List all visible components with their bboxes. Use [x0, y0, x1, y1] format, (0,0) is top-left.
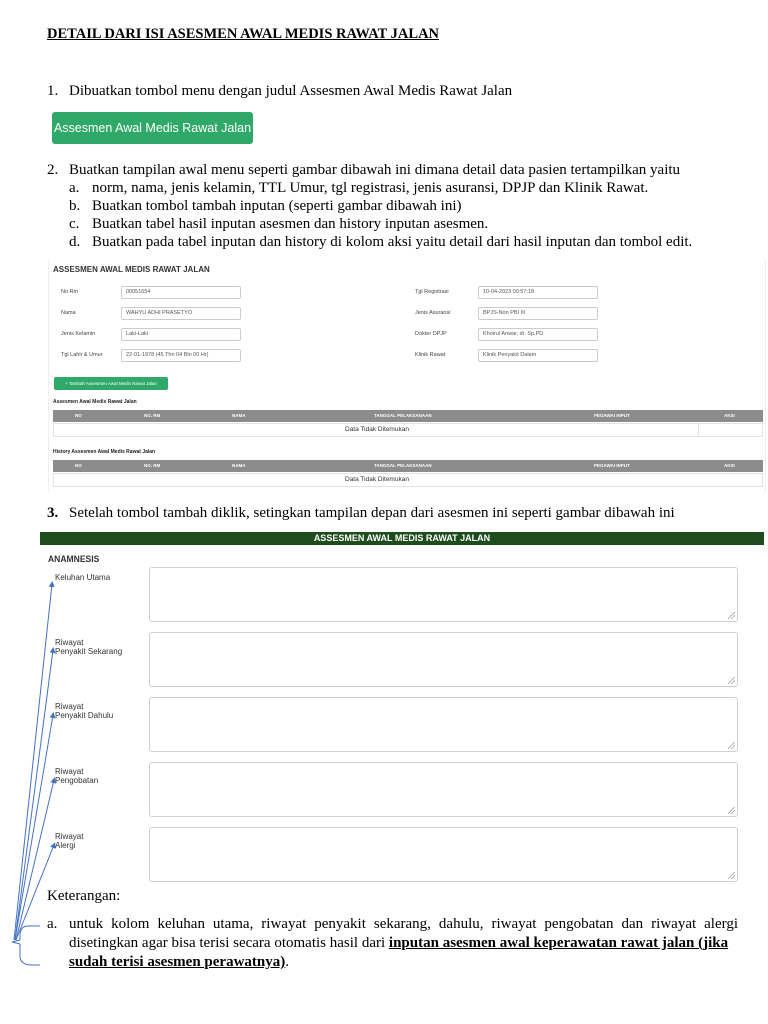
col-tanggal: TANGGAL PELAKSANAAN	[374, 463, 432, 468]
item-text: Buatkan tampilan awal menu seperti gambar dibawah ini dimana detail data pasien tertampilkan yaitu	[69, 162, 681, 178]
keterangan-heading: Keterangan:	[47, 888, 121, 904]
resize-grip-icon[interactable]	[728, 677, 735, 684]
col-nama: NAMA	[232, 463, 246, 468]
col-pegawai: PEGAWAI INPUT	[594, 413, 630, 418]
resize-grip-icon[interactable]	[728, 872, 735, 879]
sub-item-d	[69, 233, 693, 251]
field-no-rm[interactable]: 00051654	[121, 286, 241, 299]
textarea-keluhan-utama[interactable]	[149, 567, 738, 622]
table-title-assesmen: Assesmen Awal Medis Rawat Jalan	[53, 399, 137, 405]
keterangan-line-1: untuk kolom keluhan utama, riwayat penyakit sekarang, dahulu, riwayat pengobatan dan riwayat alergi	[69, 916, 738, 932]
item-number: 3.	[47, 505, 59, 521]
label-jenis-kelamin: Jenis Kelamin	[61, 331, 96, 337]
label-klinik-rawat: Klinik Rawat	[415, 352, 446, 358]
field-nama[interactable]: WAHYU ADHI PRASETYO	[121, 307, 241, 320]
label-nama: Nama	[61, 310, 76, 316]
label-tgl-lahir: Tgl Lahir & Umur	[61, 352, 103, 358]
resize-grip-icon[interactable]	[728, 807, 735, 814]
textarea-riwayat-alergi[interactable]	[149, 827, 738, 882]
col-no-rm: NO. RM	[144, 463, 161, 468]
sub-text: Buatkan pada tabel inputan dan history di kolom aksi yaitu detail dari hasil inputan dan tombol edit.	[92, 234, 693, 250]
field-klinik-rawat[interactable]: Klinik Penyakit Dalam	[478, 349, 598, 362]
col-aksi: AKSI	[724, 463, 735, 468]
label-tgl-registrasi: Tgl Registrasi	[415, 289, 449, 295]
resize-grip-icon[interactable]	[728, 742, 735, 749]
textarea-riwayat-pengobatan[interactable]	[149, 762, 738, 817]
keterangan-emphasis: sudah terisi asesmen perawatnya)	[69, 954, 286, 970]
field-tgl-registrasi[interactable]: 10-04-2023 00:57:18	[478, 286, 598, 299]
label-line: Penyakit Sekarang	[55, 647, 123, 656]
keterangan-line-3	[69, 953, 289, 972]
label-line: Pengobatan	[55, 776, 99, 785]
sub-text: norm, nama, jenis kelamin, TTL Umur, tgl registrasi, jenis asuransi, DPJP dan Klinik Rawat.	[92, 180, 649, 196]
item-number: 1.	[47, 83, 59, 99]
form-header-bar: ASSESMEN AWAL MEDIS RAWAT JALAN	[40, 532, 764, 545]
add-assesmen-button[interactable]: + Tambah Assesmen Awal Medis Rawat Jalan	[54, 377, 168, 390]
label-dokter-dpjp: Dokter DPJP	[415, 331, 447, 337]
label-line: Riwayat	[55, 702, 84, 711]
item-number: 2.	[47, 162, 59, 178]
table-title-history: History Assesmen Awal Medis Rawat Jalan	[53, 449, 156, 455]
screenshot-patient-detail	[48, 260, 766, 492]
field-dokter-dpjp[interactable]: Khoirul Anwar, dr. Sp.PD	[478, 328, 598, 341]
label-no-rm: No Rm	[61, 289, 79, 295]
section-anamnesis: ANAMNESIS	[48, 554, 100, 565]
col-no: NO	[75, 463, 82, 468]
label-line: Riwayat	[55, 767, 84, 776]
keterangan-letter: a.	[47, 916, 58, 932]
textarea-riwayat-penyakit-sekarang[interactable]	[149, 632, 738, 687]
table-header	[53, 410, 763, 422]
table-row	[53, 473, 763, 487]
document-title: DETAIL DARI ISI ASESMEN AWAL MEDIS RAWAT JALAN	[47, 26, 440, 42]
label-line: Keluhan Utama	[55, 573, 111, 582]
sub-letter: b.	[69, 198, 81, 214]
field-jenis-kelamin[interactable]: Laki-Laki	[121, 328, 241, 341]
empty-text: Data Tidak Ditemukan	[345, 426, 409, 433]
arrow-line	[14, 584, 52, 940]
sub-letter: c.	[69, 216, 80, 232]
sub-item-c	[69, 215, 489, 233]
col-pegawai: PEGAWAI INPUT	[594, 463, 630, 468]
sub-letter: d.	[69, 234, 81, 250]
sub-item-b	[69, 197, 462, 215]
col-tanggal: TANGGAL PELAKSANAAN	[374, 413, 432, 418]
sub-item-a	[69, 179, 649, 197]
textarea-riwayat-penyakit-dahulu[interactable]	[149, 697, 738, 752]
col-no-rm: NO. RM	[144, 413, 161, 418]
sub-letter: a.	[69, 180, 80, 196]
label-line: Penyakit Dahulu	[55, 711, 114, 720]
label-line: Riwayat	[55, 638, 84, 647]
table-row	[53, 423, 763, 437]
col-no: NO	[75, 413, 82, 418]
keterangan-end: .	[285, 954, 289, 970]
label-line: Alergi	[55, 841, 76, 850]
resize-grip-icon[interactable]	[728, 612, 735, 619]
field-tgl-lahir[interactable]: 22-01-1978 (45 Thn 04 Bln 00 Hr)	[121, 349, 241, 362]
label-line: Riwayat	[55, 832, 84, 841]
sub-text: Buatkan tabel hasil inputan asesmen dan history inputan asesmen.	[92, 216, 489, 232]
item-text: Setelah tombol tambah diklik, setingkan tampilan depan dari asesmen ini seperti gambar dibawah ini	[69, 505, 675, 521]
item-text: Dibuatkan tombol menu dengan judul Assesmen Awal Medis Rawat Jalan	[69, 83, 513, 99]
keterangan-emphasis: inputan asesmen awal keperawatan rawat jalan (jika	[388, 935, 729, 951]
col-nama: NAMA	[232, 413, 246, 418]
table-header	[53, 460, 763, 472]
sub-text: Buatkan tombol tambah inputan (seperti gambar dibawah ini)	[92, 198, 462, 214]
screen-title: ASSESMEN AWAL MEDIS RAWAT JALAN	[53, 265, 210, 274]
empty-text: Data Tidak Ditemukan	[345, 476, 409, 483]
keterangan-line-2	[69, 934, 728, 953]
cell-divider	[698, 424, 699, 436]
assesmen-menu-button[interactable]: Assesmen Awal Medis Rawat Jalan	[52, 112, 253, 144]
keterangan-plain: disetingkan agar bisa terisi secara otomatis hasil dari	[69, 935, 389, 951]
col-aksi: AKSI	[724, 413, 735, 418]
field-jenis-asuransi[interactable]: BPJS-Non PBI III	[478, 307, 598, 320]
label-jenis-asuransi: Jenis Asuransi	[415, 310, 451, 316]
